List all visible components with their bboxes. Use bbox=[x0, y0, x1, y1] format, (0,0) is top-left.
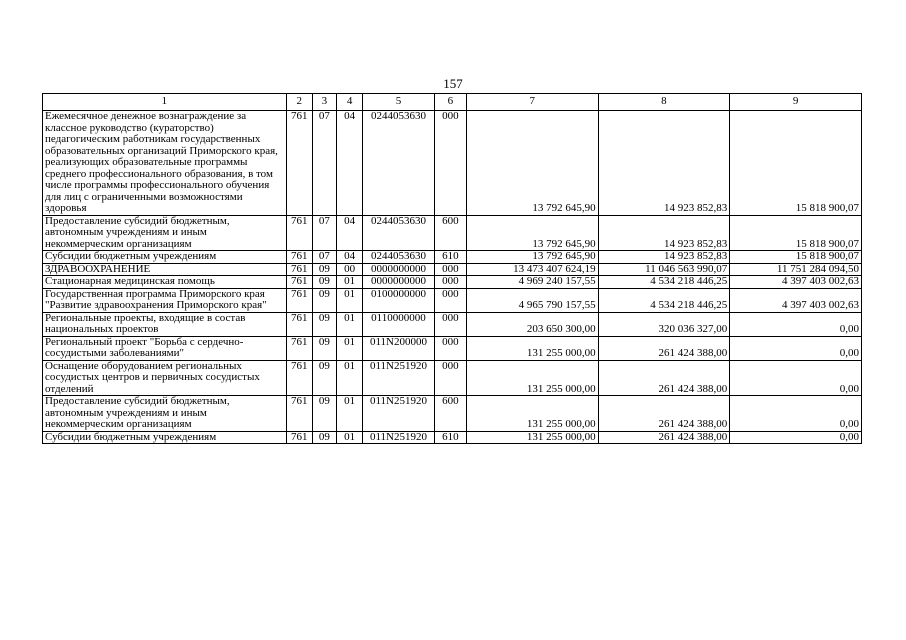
row-section: 09 bbox=[312, 263, 337, 276]
row-amount-col7: 13 792 645,90 bbox=[466, 215, 598, 251]
row-subsection: 01 bbox=[337, 360, 363, 396]
row-expense-type: 610 bbox=[434, 431, 466, 444]
table-row bbox=[43, 336, 862, 360]
row-name: Субсидии бюджетным учреждениям bbox=[43, 251, 287, 264]
table-row bbox=[43, 251, 862, 264]
row-code: 761 bbox=[286, 215, 312, 251]
row-amount-col9: 11 751 284 094,50 bbox=[730, 263, 862, 276]
row-amount-col7: 13 792 645,90 bbox=[466, 251, 598, 264]
row-amount-col9: 4 397 403 002,63 bbox=[730, 276, 862, 289]
row-code: 761 bbox=[286, 396, 312, 432]
row-code: 761 bbox=[286, 288, 312, 312]
header-cell: 8 bbox=[598, 94, 730, 111]
row-amount-col7: 13 792 645,90 bbox=[466, 111, 598, 216]
row-subsection: 01 bbox=[337, 336, 363, 360]
row-name: Региональный проект "Борьба с сердечно-сосудистыми заболеваниями" bbox=[43, 336, 287, 360]
row-subsection: 00 bbox=[337, 263, 363, 276]
header-cell: 9 bbox=[730, 94, 862, 111]
header-cell: 4 bbox=[337, 94, 363, 111]
row-code: 761 bbox=[286, 336, 312, 360]
row-expense-type: 000 bbox=[434, 263, 466, 276]
row-subsection: 04 bbox=[337, 111, 363, 216]
row-amount-col7: 4 965 790 157,55 bbox=[466, 288, 598, 312]
row-name: ЗДРАВООХРАНЕНИЕ bbox=[43, 263, 287, 276]
row-section: 09 bbox=[312, 336, 337, 360]
row-target-article: 0110000000 bbox=[362, 312, 434, 336]
row-amount-col9: 0,00 bbox=[730, 360, 862, 396]
row-amount-col9: 0,00 bbox=[730, 396, 862, 432]
header-cell: 7 bbox=[466, 94, 598, 111]
row-expense-type: 000 bbox=[434, 336, 466, 360]
row-subsection: 01 bbox=[337, 396, 363, 432]
row-amount-col9: 0,00 bbox=[730, 312, 862, 336]
row-amount-col9: 0,00 bbox=[730, 336, 862, 360]
row-section: 09 bbox=[312, 396, 337, 432]
row-target-article: 011N200000 bbox=[362, 336, 434, 360]
table-row bbox=[43, 288, 862, 312]
row-code: 761 bbox=[286, 251, 312, 264]
table-row bbox=[43, 312, 862, 336]
row-section: 09 bbox=[312, 312, 337, 336]
row-subsection: 01 bbox=[337, 288, 363, 312]
row-expense-type: 000 bbox=[434, 312, 466, 336]
row-amount-col7: 13 473 407 624,19 bbox=[466, 263, 598, 276]
row-amount-col7: 4 969 240 157,55 bbox=[466, 276, 598, 289]
row-amount-col9: 15 818 900,07 bbox=[730, 215, 862, 251]
row-name: Ежемесячное денежное вознаграждение за классное руководство (кураторство) педагогическим работникам государственных образовательных организаций Приморского края, реализующих образовательные программы среднего профессионального образования, в том числе программы профессионального обучения для лиц с ограниченными возможностями здоровья bbox=[43, 111, 287, 216]
row-target-article: 011N251920 bbox=[362, 431, 434, 444]
header-row bbox=[43, 94, 862, 111]
row-amount-col7: 131 255 000,00 bbox=[466, 431, 598, 444]
row-section: 09 bbox=[312, 276, 337, 289]
row-expense-type: 000 bbox=[434, 360, 466, 396]
row-code: 761 bbox=[286, 431, 312, 444]
row-subsection: 01 bbox=[337, 431, 363, 444]
table-row bbox=[43, 360, 862, 396]
table-row bbox=[43, 111, 862, 216]
row-target-article: 011N251920 bbox=[362, 396, 434, 432]
row-subsection: 01 bbox=[337, 276, 363, 289]
row-amount-col9: 15 818 900,07 bbox=[730, 111, 862, 216]
row-target-article: 0100000000 bbox=[362, 288, 434, 312]
row-name: Субсидии бюджетным учреждениям bbox=[43, 431, 287, 444]
row-amount-col7: 131 255 000,00 bbox=[466, 360, 598, 396]
budget-table bbox=[42, 93, 862, 444]
row-expense-type: 600 bbox=[434, 396, 466, 432]
row-amount-col9: 4 397 403 002,63 bbox=[730, 288, 862, 312]
header-cell: 5 bbox=[362, 94, 434, 111]
row-name: Региональные проекты, входящие в состав национальных проектов bbox=[43, 312, 287, 336]
row-name: Оснащение оборудованием региональных сосудистых центров и первичных сосудистых отделений bbox=[43, 360, 287, 396]
row-code: 761 bbox=[286, 263, 312, 276]
table-row bbox=[43, 263, 862, 276]
row-amount-col8: 14 923 852,83 bbox=[598, 111, 730, 216]
row-subsection: 04 bbox=[337, 215, 363, 251]
row-amount-col9: 0,00 bbox=[730, 431, 862, 444]
row-section: 07 bbox=[312, 215, 337, 251]
row-target-article: 011N251920 bbox=[362, 360, 434, 396]
row-amount-col8: 14 923 852,83 bbox=[598, 215, 730, 251]
row-target-article: 0000000000 bbox=[362, 263, 434, 276]
row-code: 761 bbox=[286, 111, 312, 216]
header-cell: 6 bbox=[434, 94, 466, 111]
row-target-article: 0244053630 bbox=[362, 251, 434, 264]
header-cell: 1 bbox=[43, 94, 287, 111]
row-section: 09 bbox=[312, 360, 337, 396]
row-name: Государственная программа Приморского края "Развитие здравоохранения Приморского края" bbox=[43, 288, 287, 312]
row-section: 09 bbox=[312, 288, 337, 312]
row-amount-col9: 15 818 900,07 bbox=[730, 251, 862, 264]
row-amount-col8: 261 424 388,00 bbox=[598, 396, 730, 432]
row-section: 09 bbox=[312, 431, 337, 444]
row-target-article: 0244053630 bbox=[362, 111, 434, 216]
row-name: Стационарная медицинская помощь bbox=[43, 276, 287, 289]
row-amount-col8: 261 424 388,00 bbox=[598, 360, 730, 396]
page-number: 157 bbox=[443, 76, 463, 91]
row-code: 761 bbox=[286, 312, 312, 336]
header-cell: 3 bbox=[312, 94, 337, 111]
row-expense-type: 000 bbox=[434, 111, 466, 216]
row-amount-col8: 11 046 563 990,07 bbox=[598, 263, 730, 276]
row-amount-col7: 203 650 300,00 bbox=[466, 312, 598, 336]
table-row bbox=[43, 431, 862, 444]
table-row bbox=[43, 276, 862, 289]
row-amount-col8: 4 534 218 446,25 bbox=[598, 276, 730, 289]
row-amount-col8: 320 036 327,00 bbox=[598, 312, 730, 336]
table-row bbox=[43, 215, 862, 251]
row-name: Предоставление субсидий бюджетным, автономным учреждениям и иным некоммерческим организациям bbox=[43, 396, 287, 432]
table-row bbox=[43, 396, 862, 432]
row-amount-col8: 261 424 388,00 bbox=[598, 431, 730, 444]
row-section: 07 bbox=[312, 251, 337, 264]
row-target-article: 0244053630 bbox=[362, 215, 434, 251]
row-name: Предоставление субсидий бюджетным, автономным учреждениям и иным некоммерческим организациям bbox=[43, 215, 287, 251]
row-section: 07 bbox=[312, 111, 337, 216]
row-expense-type: 600 bbox=[434, 215, 466, 251]
row-code: 761 bbox=[286, 276, 312, 289]
row-expense-type: 000 bbox=[434, 276, 466, 289]
row-amount-col8: 4 534 218 446,25 bbox=[598, 288, 730, 312]
row-expense-type: 000 bbox=[434, 288, 466, 312]
row-target-article: 0000000000 bbox=[362, 276, 434, 289]
row-amount-col7: 131 255 000,00 bbox=[466, 396, 598, 432]
row-amount-col7: 131 255 000,00 bbox=[466, 336, 598, 360]
row-code: 761 bbox=[286, 360, 312, 396]
row-expense-type: 610 bbox=[434, 251, 466, 264]
row-amount-col8: 261 424 388,00 bbox=[598, 336, 730, 360]
header-cell: 2 bbox=[286, 94, 312, 111]
row-subsection: 04 bbox=[337, 251, 363, 264]
row-amount-col8: 14 923 852,83 bbox=[598, 251, 730, 264]
row-subsection: 01 bbox=[337, 312, 363, 336]
